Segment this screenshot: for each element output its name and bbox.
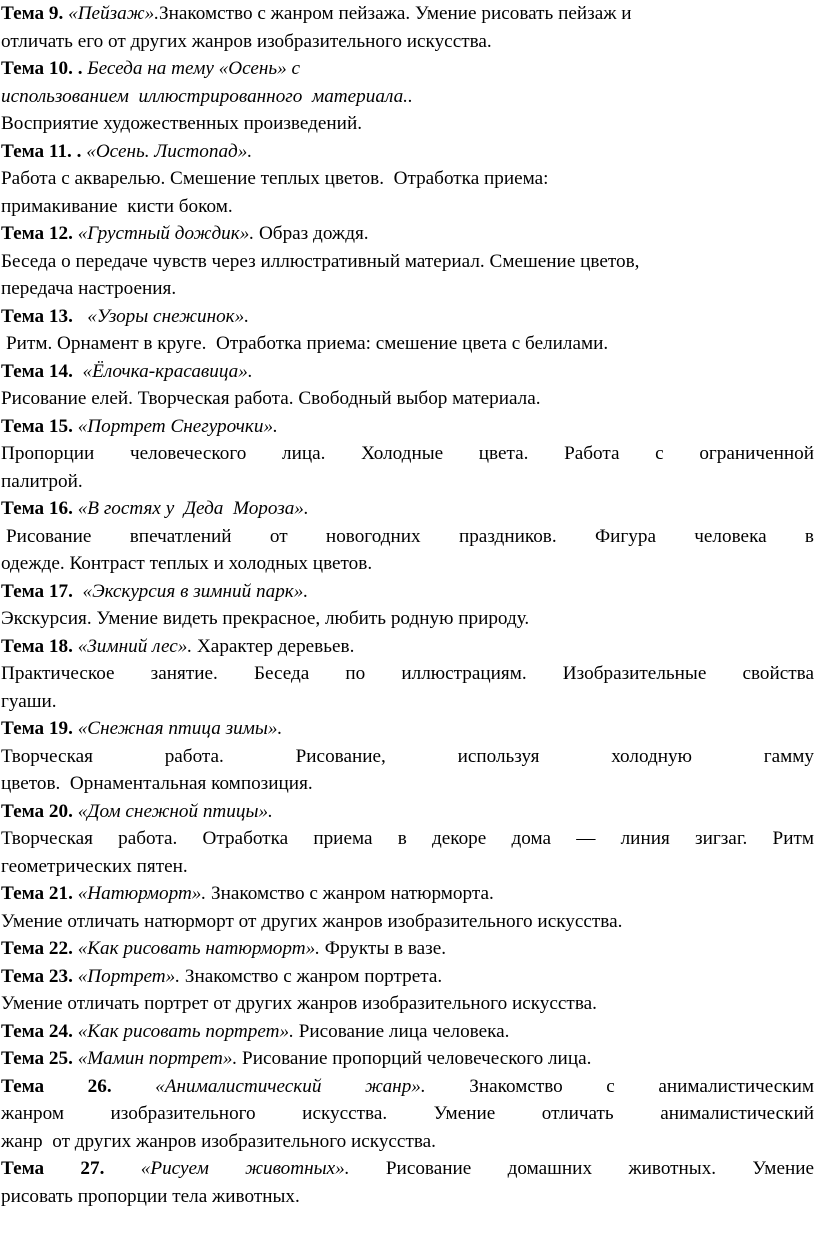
topic-subtitle: Характер деревьев.	[192, 635, 355, 657]
topic-title: «Экскурсия в зимний парк».	[82, 580, 309, 602]
topic-22	[1, 935, 814, 963]
topic-description: Рисование впечатлений от новогодних праздников. Фигура человека в	[6, 525, 814, 547]
topic-10	[1, 55, 814, 83]
topic-description: Рисование елей. Творческая работа. Свободный выбор материала.	[1, 388, 541, 409]
topic-number: Тема 12.	[1, 223, 73, 244]
topic-description: Творческая работа. Рисование, используя холодную гамму	[1, 745, 814, 767]
topic-description: отличать его от других жанров изобразительного искусства.	[1, 30, 492, 52]
topic-number: Тема 18.	[1, 635, 73, 657]
topic-number: Тема 24.	[1, 1020, 73, 1042]
topic-description: Умение отличать натюрморт от других жанров изобразительного искусства.	[1, 910, 623, 932]
topic-number: Тема 22.	[1, 938, 73, 959]
topic-title: «Дом снежной птицы».	[77, 800, 273, 822]
topic-title: «Как рисовать портрет».	[77, 1020, 294, 1042]
topic-description: Пропорции человеческого лица. Холодные цвета. Работа с ограниченной	[1, 443, 814, 464]
topic-title: «Как рисовать натюрморт».	[77, 938, 320, 959]
topic-description: Знакомство с жанром пейзажа. Умение рисовать пейзаж и	[159, 3, 632, 24]
topic-description: гуаши.	[1, 690, 57, 712]
topic-title: «Узоры снежинок».	[87, 305, 250, 327]
topic-title: «Анималистический жанр».	[155, 1075, 426, 1097]
topic-description: одежде. Контраст теплых и холодных цветов.	[1, 553, 373, 574]
topic-number: Тема 15.	[1, 415, 73, 437]
topic-description: примакивание кисти боком.	[1, 195, 233, 217]
topic-title: использованием иллюстрированного материала..	[1, 85, 413, 107]
topic-number: Тема 20.	[1, 800, 73, 822]
topic-number: Тема 17.	[1, 580, 73, 602]
topic-description: Творческая работа. Отработка приема в декоре дома — линия зигзаг. Ритм	[1, 828, 814, 849]
topic-11	[1, 138, 814, 166]
topic-description: Практическое занятие. Беседа по иллюстрациям. Изобразительные свойства	[1, 663, 814, 684]
topic-subtitle: Рисование лица человека.	[293, 1020, 510, 1042]
topic-title: «Натюрморт».	[77, 883, 207, 904]
topic-title: «Пейзаж».	[68, 3, 159, 24]
topic-title: «Портрет Снегурочки».	[77, 415, 278, 437]
topic-27	[1, 1155, 814, 1183]
topic-description: палитрой.	[1, 470, 83, 492]
topic-description: Работа с акварелью. Смешение теплых цветов. Отработка приема:	[1, 168, 549, 189]
topic-description: жанр от других жанров изобразительного искусства.	[1, 1130, 436, 1152]
topic-number: Тема 9.	[1, 3, 64, 24]
topic-title: «Снежная птица зимы».	[77, 718, 283, 739]
topic-description: Восприятие художественных произведений.	[1, 113, 363, 134]
topic-20	[1, 798, 814, 826]
topic-title: «В гостях у Деда Мороза».	[77, 498, 309, 519]
topic-number: Тема 21.	[1, 883, 73, 904]
topic-26	[1, 1073, 814, 1101]
topic-16	[1, 495, 814, 523]
topic-number: Тема 23.	[1, 965, 73, 987]
topic-title: «Ёлочка-красавица».	[82, 360, 253, 382]
topic-subtitle: Знакомство с жанром натюрморта.	[206, 883, 494, 904]
topic-description: Умение отличать портрет от других жанров изобразительного искусства.	[1, 993, 597, 1014]
topic-description: жанром изобразительного искусства. Умение отличать анималистический	[1, 1103, 814, 1124]
topic-description: Ритм. Орнамент в круге. Отработка приема: смешение цвета с белилами.	[6, 333, 609, 354]
topic-title: Беседа на тему «Осень» с	[87, 58, 301, 79]
topic-number: Тема 19.	[1, 718, 73, 739]
topic-25	[1, 1045, 814, 1073]
topic-15	[1, 413, 814, 441]
topic-13	[1, 303, 814, 331]
topic-subtitle: Знакомство с анималистическим	[425, 1075, 814, 1097]
topic-12	[1, 220, 814, 248]
topic-title: «Портрет».	[77, 965, 181, 987]
topic-description: геометрических пятен.	[1, 855, 188, 877]
topic-description: Беседа о передаче чувств через иллюстративный материал. Смешение цветов,	[1, 250, 640, 272]
topic-subtitle: Фрукты в вазе.	[319, 938, 447, 959]
topic-description: Экскурсия. Умение видеть прекрасное, любить родную природу.	[1, 608, 530, 629]
topic-title: «Осень. Листопад».	[86, 140, 253, 162]
topic-number: Тема 11. .	[1, 140, 82, 162]
topic-23	[1, 963, 814, 991]
topic-title: «Зимний лес».	[77, 635, 193, 657]
topic-title: «Грустный дождик».	[77, 223, 255, 244]
topic-title: «Мамин портрет».	[77, 1048, 238, 1069]
topic-title: «Рисуем животных».	[140, 1158, 350, 1179]
topic-17	[1, 578, 814, 606]
topic-number: Тема 14.	[1, 360, 73, 382]
topic-24	[1, 1018, 814, 1046]
topic-subtitle: Рисование домашних животных. Умение	[349, 1158, 815, 1179]
topic-9	[1, 0, 814, 28]
topic-number: Тема 26.	[1, 1075, 112, 1097]
topic-21	[1, 880, 814, 908]
topic-number: Тема 16.	[1, 498, 73, 519]
topic-19	[1, 715, 814, 743]
topic-number: Тема 25.	[1, 1048, 73, 1069]
topic-description: цветов. Орнаментальная композиция.	[1, 773, 313, 794]
topic-14	[1, 358, 814, 386]
topic-description: рисовать пропорции тела животных.	[1, 1185, 300, 1207]
topic-number: Тема 10. .	[1, 58, 83, 79]
topic-number: Тема 13.	[1, 305, 73, 327]
topic-subtitle: Знакомство с жанром портрета.	[180, 965, 443, 987]
topic-18	[1, 633, 814, 661]
topic-subtitle: Рисование пропорций человеческого лица.	[237, 1048, 592, 1069]
topic-subtitle: Образ дождя.	[254, 223, 369, 244]
topic-description: передача настроения.	[1, 278, 177, 299]
topic-number: Тема 27.	[1, 1158, 105, 1179]
